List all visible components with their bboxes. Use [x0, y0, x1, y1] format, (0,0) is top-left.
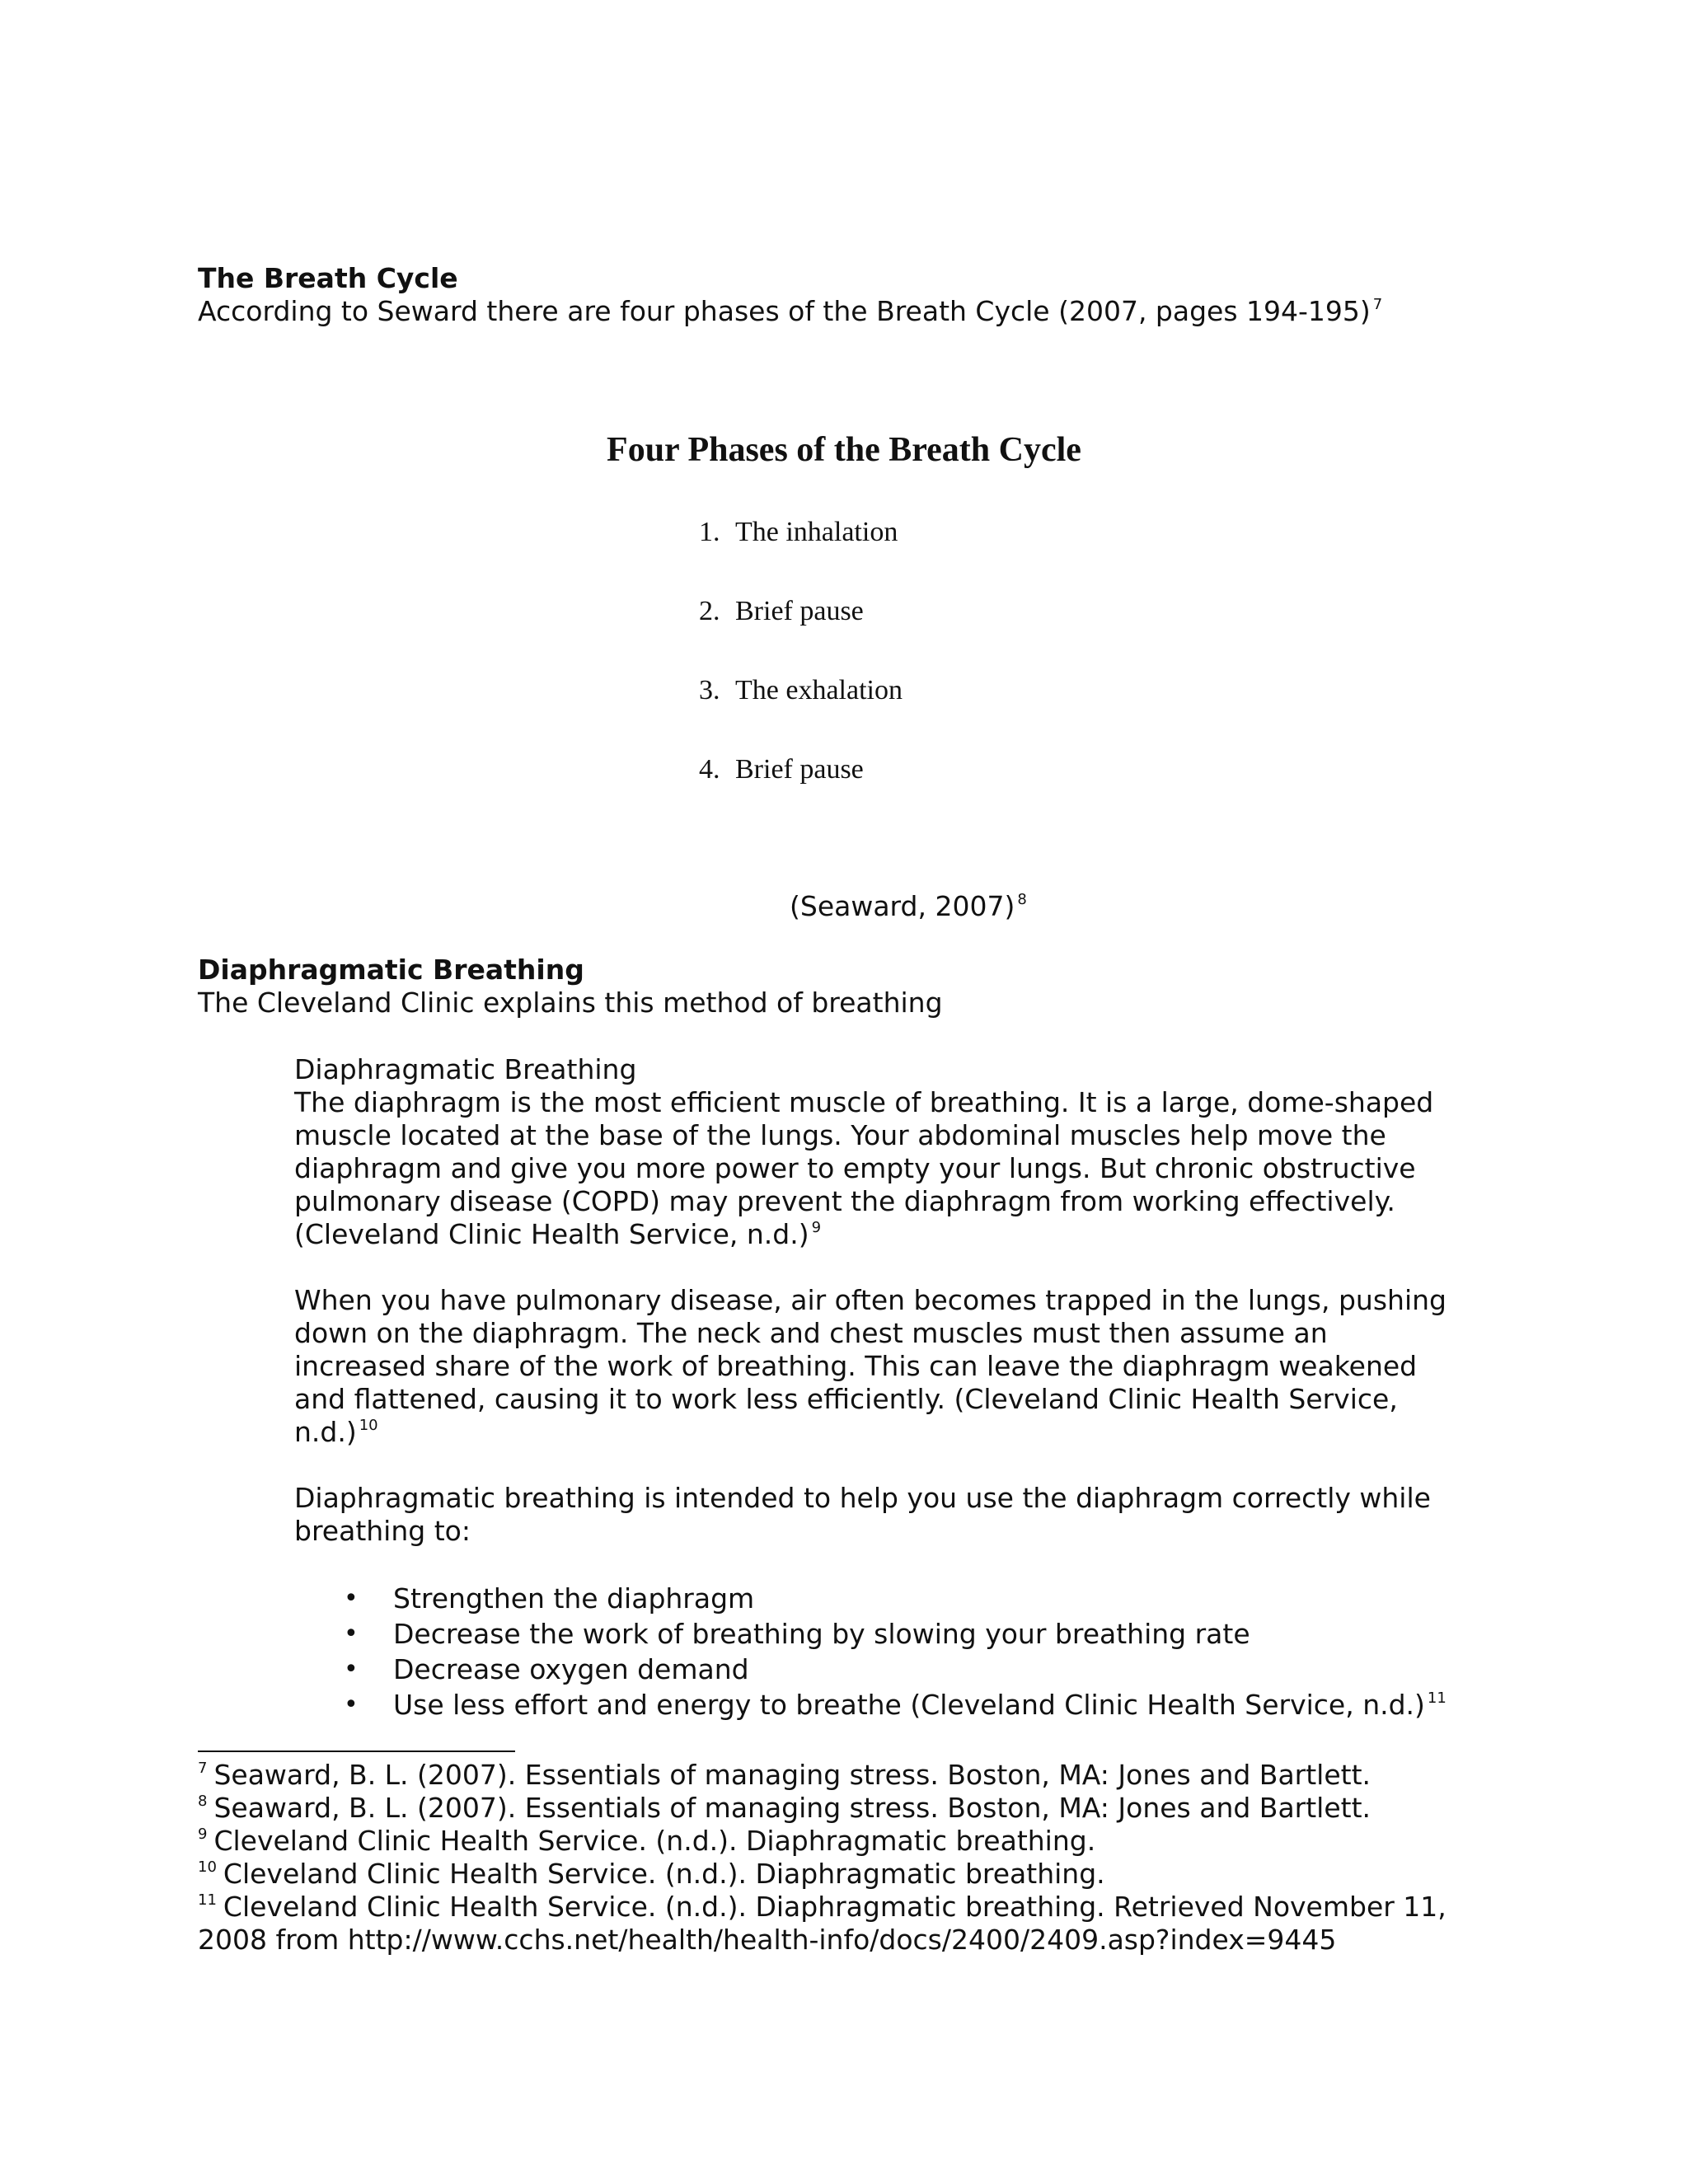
list-item [294, 1616, 1481, 1652]
quote-paragraph-1 [294, 1086, 1481, 1251]
diaphragmatic-intro: The Cleveland Clinic explains this method of breathing [198, 987, 943, 1019]
bullet-icon: • [344, 1584, 359, 1613]
text-line: breathing to: [294, 1515, 471, 1547]
text-line: The diaphragm is the most efficient muscle of breathing. It is a large, dome-shaped [294, 1086, 1434, 1118]
footnote-ref-9[interactable]: 9 [811, 1219, 822, 1236]
figure-title: Four Phases of the Breath Cycle [607, 431, 1081, 469]
list-item-text: Strengthen the diaphragm [393, 1582, 755, 1615]
footnote-separator [198, 1750, 515, 1752]
text-line [294, 1218, 1481, 1251]
section-heading-breath-cycle: The Breath Cycle [198, 262, 458, 294]
text-line [294, 1416, 1481, 1449]
footnote-text: Seaward, B. L. (2007). Essentials of managing stress. Boston, MA: Jones and Bartlett. [213, 1759, 1372, 1791]
intro-text: According to Seward there are four phases of the Breath Cycle (2007, pages 194-195) [198, 295, 1371, 327]
list-item-text: Brief pause [735, 754, 864, 785]
footnote-number: 10 [198, 1858, 217, 1876]
text-line: increased share of the work of breathing. This can leave the diaphragm weakened [294, 1350, 1418, 1382]
quote-paragraph-2 [294, 1284, 1481, 1449]
footnote-text: Seaward, B. L. (2007). Essentials of managing stress. Boston, MA: Jones and Bartlett. [213, 1792, 1372, 1824]
footnote-ref-10[interactable]: 10 [359, 1417, 378, 1434]
text-line: pulmonary disease (COPD) may prevent the diaphragm from working effectively. [294, 1185, 1395, 1217]
footnote-11 [198, 1891, 1484, 1924]
text-line: and flattened, causing it to work less efficiently. (Cleveland Clinic Health Service, [294, 1383, 1398, 1415]
text-line: Diaphragmatic breathing is intended to help you use the diaphragm correctly while [294, 1482, 1431, 1514]
footnote-11-continuation: 2008 from http://www.cchs.net/health/health-info/docs/2400/2409.asp?index=9445 [198, 1924, 1337, 1956]
bullet-icon: • [344, 1690, 359, 1719]
list-item-text: The exhalation [735, 675, 903, 705]
breath-cycle-intro [198, 295, 1382, 328]
list-item-text: Brief pause [735, 596, 864, 626]
footnote-text: Cleveland Clinic Health Service. (n.d.). Diaphragmatic breathing. [223, 1858, 1105, 1890]
list-item-number: 4. [699, 754, 720, 785]
list-item [699, 674, 903, 753]
footnote-9 [198, 1825, 1484, 1858]
list-item [699, 595, 903, 674]
text-line-content: (Cleveland Clinic Health Service, n.d.) [294, 1218, 809, 1250]
text-line-content: n.d.) [294, 1416, 357, 1448]
list-item [294, 1581, 1481, 1616]
text-line: diaphragm and give you more power to empty your lungs. But chronic obstructive [294, 1152, 1416, 1184]
bullet-icon: • [344, 1619, 359, 1648]
list-item-text: Use less effort and energy to breathe (Cleveland Clinic Health Service, n.d.) [393, 1689, 1425, 1721]
list-item [294, 1687, 1481, 1722]
list-item-text: The inhalation [735, 517, 898, 547]
footnote-number: 11 [198, 1891, 217, 1909]
citation-text: (Seaward, 2007) [790, 890, 1015, 922]
list-item-number: 1. [699, 517, 720, 547]
phase-list [699, 516, 903, 832]
footnotes [198, 1759, 1484, 1957]
footnote-ref-11[interactable]: 11 [1427, 1690, 1447, 1707]
list-item-number: 3. [699, 675, 720, 705]
list-item-number: 2. [699, 596, 720, 626]
footnote-number: 7 [198, 1760, 208, 1777]
footnote-10 [198, 1858, 1484, 1891]
footnote-text: Cleveland Clinic Health Service. (n.d.). Diaphragmatic breathing. Retrieved November 11, [223, 1891, 1447, 1923]
bullet-icon: • [344, 1655, 359, 1684]
section-heading-diaphragmatic-breathing: Diaphragmatic Breathing [198, 954, 584, 986]
list-item [699, 516, 903, 595]
footnote-ref-8[interactable]: 8 [1017, 891, 1027, 908]
footnote-8 [198, 1792, 1484, 1825]
list-item-text: Decrease the work of breathing by slowing your breathing rate [393, 1618, 1250, 1650]
benefit-list [294, 1581, 1481, 1722]
footnote-number: 9 [198, 1825, 208, 1843]
footnote-ref-7[interactable]: 7 [1372, 296, 1383, 313]
text-line: down on the diaphragm. The neck and chest muscles must then assume an [294, 1317, 1328, 1349]
footnote-number: 8 [198, 1793, 208, 1810]
list-item [294, 1652, 1481, 1687]
figure-citation [790, 890, 1027, 923]
quote-title: Diaphragmatic Breathing [294, 1053, 637, 1085]
text-line: When you have pulmonary disease, air often becomes trapped in the lungs, pushing [294, 1284, 1447, 1316]
footnote-text: Cleveland Clinic Health Service. (n.d.). Diaphragmatic breathing. [213, 1825, 1096, 1857]
quote-paragraph-3 [294, 1482, 1481, 1548]
footnote-7 [198, 1759, 1484, 1792]
list-item-text: Decrease oxygen demand [393, 1653, 749, 1685]
list-item [699, 753, 903, 832]
text-line: muscle located at the base of the lungs. Your abdominal muscles help move the [294, 1119, 1386, 1151]
